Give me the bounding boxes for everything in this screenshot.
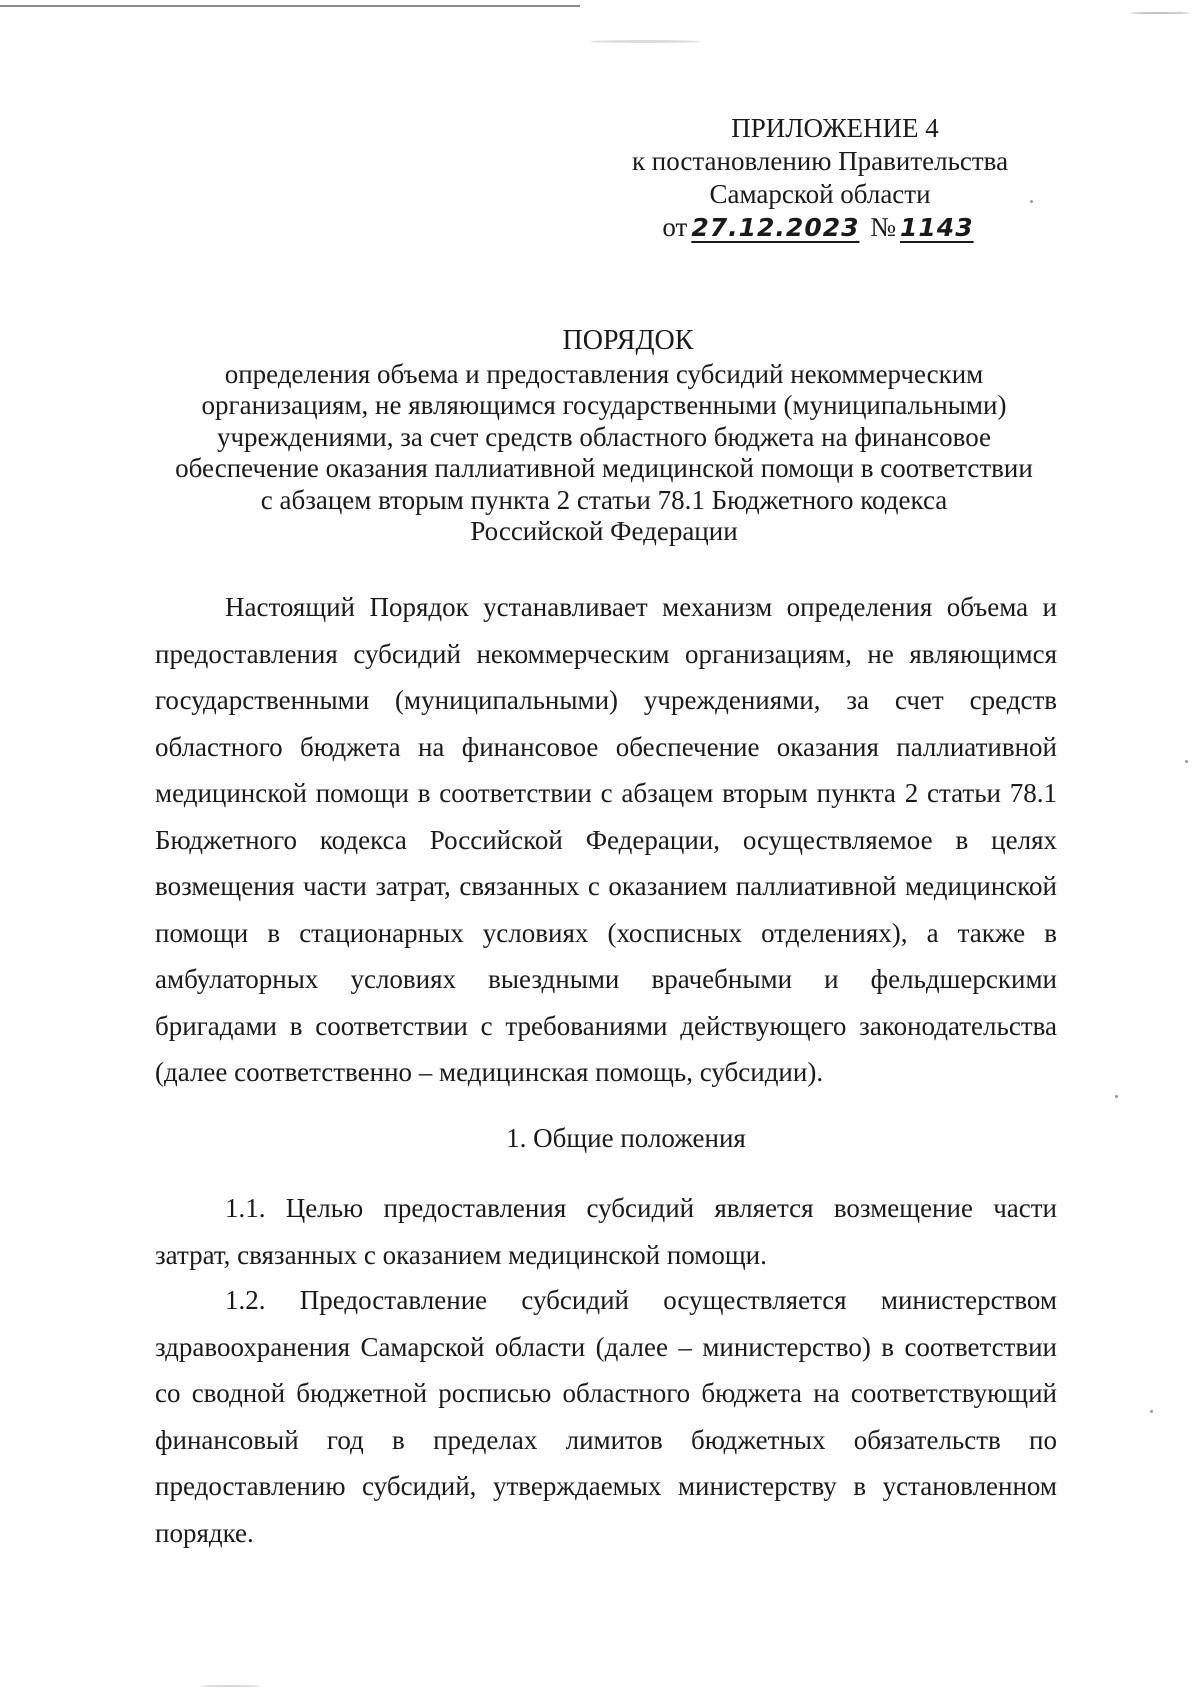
appendix-line-1: к постановлению Правительства (631, 146, 1009, 176)
paragraph-1-2: 1.2. Предоставление субсидий осуществляется министерством здравоохранения Самарской области (далее – министерство) в соответствии со сводной бюджетной росписью областного бюджета на соответствующий финансовый год в пределах лимитов бюджетных обязательств по предоставлению субсидий, утверждаемых министерству в установленном порядке. (155, 1285, 1057, 1548)
appendix-date-line (600, 211, 1040, 244)
scan-noise (1185, 760, 1188, 763)
date-prefix: от (662, 212, 688, 242)
scan-edge-line (0, 5, 580, 7)
heading-line-5: с абзацем вторым пункта 2 статьи 78.1 Бюджетного кодекса (260, 484, 948, 515)
scan-noise (1115, 1095, 1118, 1098)
scan-noise (1150, 1410, 1153, 1413)
handwritten-date: 27.12.2023 (691, 213, 860, 242)
document-title: ПОРЯДОК (562, 325, 694, 356)
scan-noise (590, 40, 700, 43)
appendix-block (600, 112, 1040, 244)
appendix-line-2: Самарской области (709, 179, 931, 209)
appendix-title: ПРИЛОЖЕНИЕ 4 (731, 113, 939, 143)
heading-line-6: Российской Федерации (470, 516, 738, 546)
heading-line-3: учреждениями, за счет средств областного бюджета на финансовое (216, 421, 992, 452)
scan-noise (1130, 12, 1190, 14)
handwritten-number: 1143 (900, 213, 974, 242)
section-heading: 1. Общие положения (506, 1123, 746, 1153)
document-heading (120, 325, 1088, 548)
number-prefix: № (870, 212, 897, 242)
heading-line-1: определения объема и предоставления субсидий некоммерческим (224, 358, 984, 389)
paragraph-1-1: 1.1. Целью предоставления субсидий является возмещение части затрат, связанных с оказанием медицинской помощи. (155, 1193, 1057, 1270)
intro-paragraph: Настоящий Порядок устанавливает механизм определения объема и предоставления субсидий некоммерческим организациям, не являющимся государственными (муниципальными) учреждениями, за счет средств областного бюджета на финансовое обеспечение оказания паллиативной медицинской помощи в соответствии с абзацем вторым пункта 2 статьи 78.1 Бюджетного кодекса Российской Федерации, осуществляемое в целях возмещения части затрат, связанных с оказанием паллиативной медицинской помощи в стационарных условиях (хосписных отделениях), а также в амбулаторных условиях выездными врачебными и фельдшерскими бригадами в соответствии с требованиями действующего законодательства (далее соответственно – медицинская помощь, субсидии). (155, 592, 1057, 1087)
scan-noise (200, 1685, 260, 1687)
heading-line-4: обеспечение оказания паллиативной медицинской помощи в соответствии (175, 453, 1033, 483)
heading-line-2: организациям, не являющимся государственными (муниципальными) (201, 390, 1007, 420)
